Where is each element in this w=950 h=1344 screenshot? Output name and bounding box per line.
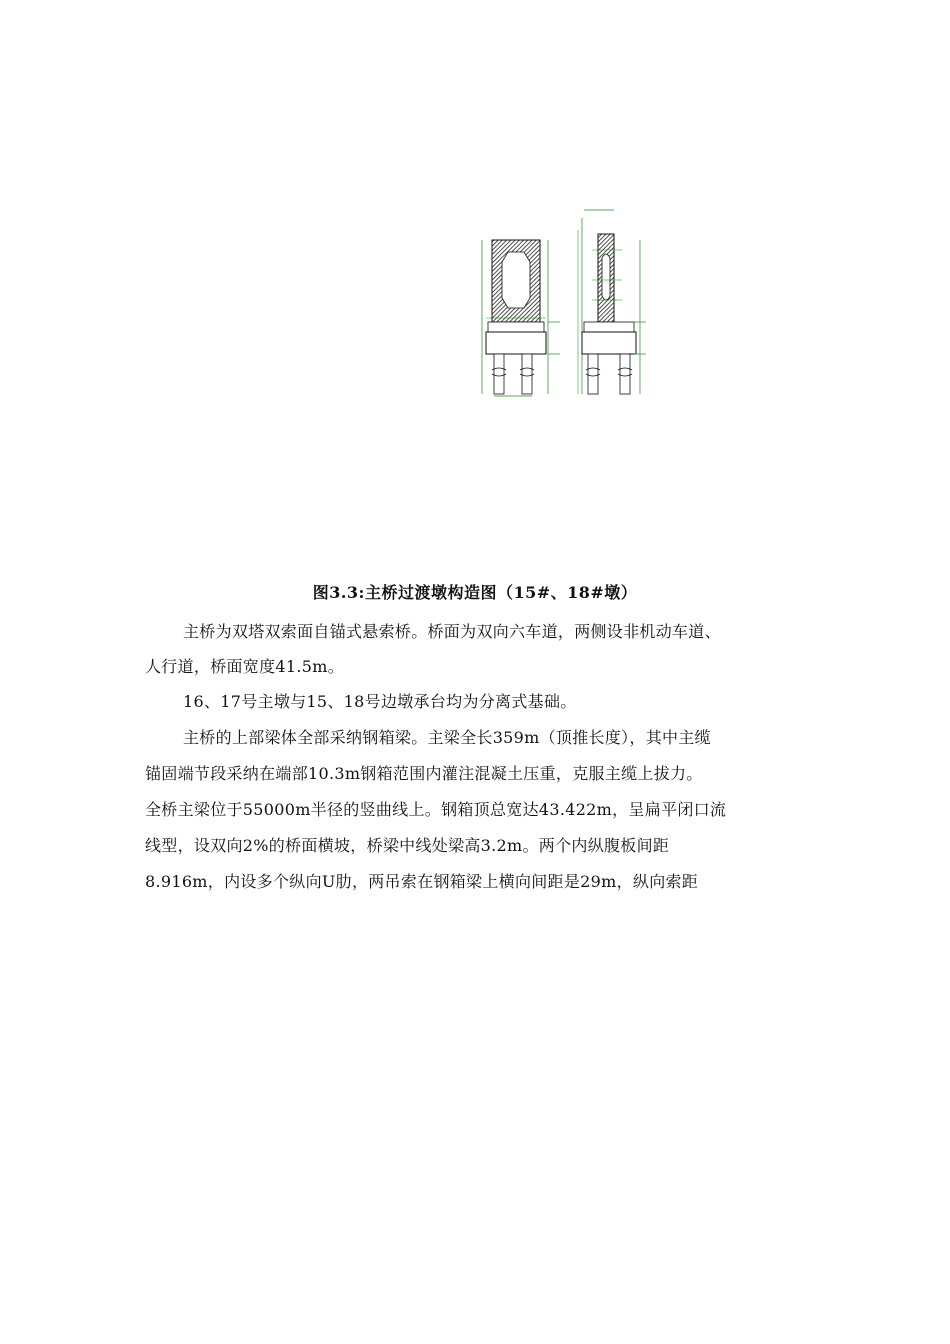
paragraph-2-line-1: 16、17号主墩与15、18号边墩承台均为分离式基础。 — [183, 692, 577, 711]
paragraph-3-line-1: 主桥的上部梁体全部采纳钢箱梁。主梁全长359m（顶推长度），其中主缆 — [183, 728, 711, 747]
pier-structure-drawing — [474, 200, 694, 400]
left-elevation-view — [482, 240, 560, 396]
paragraph-3-line-2: 锚固端节段采纳在端部10.3m钢箱范围内灌注混凝土压重，克服主缆上拔力。 — [145, 764, 703, 783]
paragraph-3-line-5: 8.916m，内设多个纵向U肋，两吊索在钢箱梁上横向间距是29m，纵向索距 — [145, 872, 699, 891]
paragraph-3-line-4: 线型，设双向2%的桥面横坡，桥梁中线处梁高3.2m。两个内纵腹板间距 — [145, 836, 670, 855]
figure-caption: 图3.3:主桥过渡墩构造图（15#、18#墩） — [312, 583, 638, 602]
paragraph-1-line-2: 人行道，桥面宽度41.5m。 — [145, 657, 344, 676]
paragraph-3-line-3: 全桥主梁位于55000m半径的竖曲线上。钢箱顶总宽达43.422m，呈扁平闭口流 — [145, 800, 727, 819]
paragraph-1-line-1: 主桥为双塔双索面自锚式悬索桥。桥面为双向六车道，两侧设非机动车道、 — [183, 622, 721, 641]
right-side-view — [578, 210, 646, 394]
